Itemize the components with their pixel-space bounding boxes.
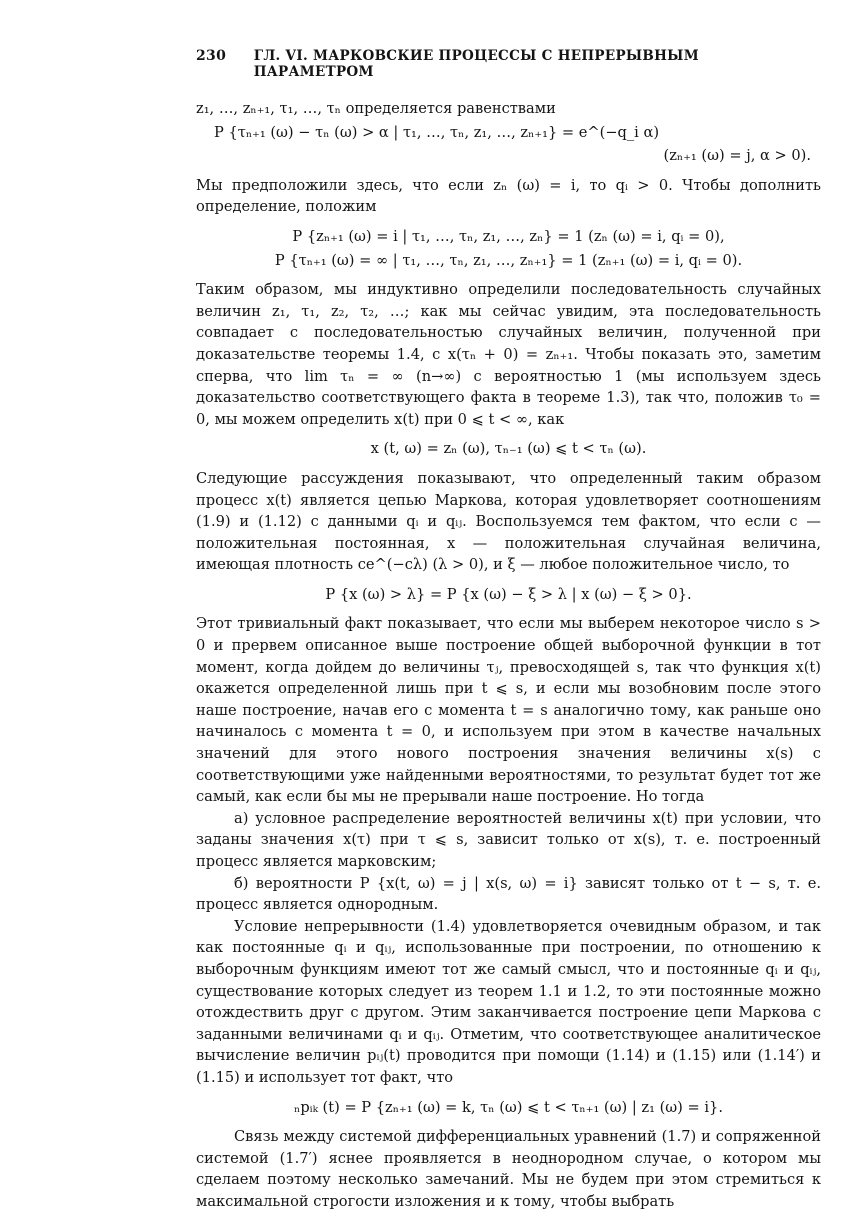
paragraph-2: Таким образом, мы индуктивно определили последовательность случайных величин z₁, τ₁, z₂, τ₂, …; как мы сейчас увидим, эта последовательность совпадает с последовательностью случайных величин, полученной при доказательстве теоремы 1.4, с x(τₙ + 0) = zₙ₊₁. Чтобы показать это, заметим сперва, что lim τₙ = ∞ (n→∞) с вероятностью 1 (мы используем здесь доказательство соответствующего факта в теореме 1.3), так что, положив τ₀ = 0, мы можем определить x(t) при 0 ⩽ t < ∞, как [196,281,821,428]
paragraph-6: Связь между системой дифференциальных уравнений (1.7) и сопряженной системой (1.7′) яснее проявляется в неоднородном случае, о котором мы сделаем поэтому несколько замечаний. Мы не будем при этом стремиться к максимальной строгости изложения и к тому, чтобы выбрать [196,1128,821,1210]
equation-6: ₙpᵢₖ (t) = P {zₙ₊₁ (ω) = k, τₙ (ω) ⩽ t < τₙ₊₁ (ω) | z₁ (ω) = i}. [294,1098,723,1116]
list-item-b: б) вероятности P {x(t, ω) = j | x(s, ω) = i} зависят только от t − s, т. е. процесс является однородным. [196,874,821,914]
paragraph-3: Следующие рассуждения показывают, что определенный таким образом процесс x(t) является цепью Маркова, которая удовлетворяет соотношениям (1.9) и (1.12) с данными qᵢ и qᵢⱼ. Воспользуемся тем фактом, что если c — положительная постоянная, x — положительная случайная величина, имеющая плотность ce^(−cλ) (λ > 0), и ξ — любое положительное число, то [196,469,821,574]
equation-3: P {τₙ₊₁ (ω) = ∞ | τ₁, …, τₙ, z₁, …, zₙ₊₁} = 1 (zₙ₊₁ (ω) = i, qᵢ = 0). [274,251,743,269]
equation-1-condition: (zₙ₊₁ (ω) = j, α > 0). [663,147,811,165]
paragraph-5: Условие непрерывности (1.4) удовлетворяется очевидным образом, и так как постоянные qᵢ и qᵢⱼ, использованные при построении, по отношению к выборочным функциям имеют тот же самый смысл, что и постоянные qᵢ и qᵢⱼ, существование которых следует из теорем 1.1 и 1.2, то эти постоянные можно отождествить друг с другом. Этим заканчивается построение цепи Маркова с заданными величинами qᵢ и qᵢⱼ. Отметим, что соответствующее аналитическое вычисление величин pᵢⱼ(t) проводится при помощи (1.14) и (1.15) или (1.14′) и (1.15) и использует тот факт, что [196,917,821,1086]
equation-5: P {x (ω) > λ} = P {x (ω) − ξ > λ | x (ω) − ξ > 0}. [325,585,692,603]
paragraph-1: Мы предположили здесь, что если zₙ (ω) = i, то qᵢ > 0. Чтобы дополнить определение, положим [196,176,821,216]
equation-4: x (t, ω) = zₙ (ω), τₙ₋₁ (ω) ⩽ t < τₙ (ω). [370,440,647,458]
running-title: ГЛ. VI. МАРКОВСКИЕ ПРОЦЕССЫ С НЕПРЕРЫВНЫМ ПАРАМЕТРОМ [253,48,699,80]
paragraph-4: Этот тривиальный факт показывает, что если мы выберем некоторое число s > 0 и прервем описанное выше построение общей выборочной функции в тот момент, когда дойдем до величины τⱼ, превосходящей s, так что функция x(t) окажется определенной лишь при t ⩽ s, и если мы возобновим после этого наше построение, начав его с момента t = s аналогично тому, как раньше оно начиналось с момента t = 0, и используем при этом в качестве начальных значений для этого нового построения значения величины x(s) с соответствующими уже найденными вероятностями, то результат будет тот же самый, как если бы мы не прерывали наше построение. Но тогда [196,615,821,806]
intro-line: z₁, …, zₙ₊₁, τ₁, …, τₙ определяется равенствами [196,100,556,117]
list-item-a: а) условное распределение вероятностей величины x(t) при условии, что заданы значения x(τ) при τ ⩽ s, зависит только от x(s), т. е. построенный процесс является марковским; [196,809,821,870]
equation-2: P {zₙ₊₁ (ω) = i | τ₁, …, τₙ, z₁, …, zₙ} = 1 (zₙ (ω) = i, qᵢ = 0), [292,227,725,245]
page-number: 230 [196,48,227,64]
running-header [196,48,821,80]
equation-1: P {τₙ₊₁ (ω) − τₙ (ω) > α | τ₁, …, τₙ, z₁, …, zₙ₊₁} = e^(−q_i α) [214,123,660,141]
